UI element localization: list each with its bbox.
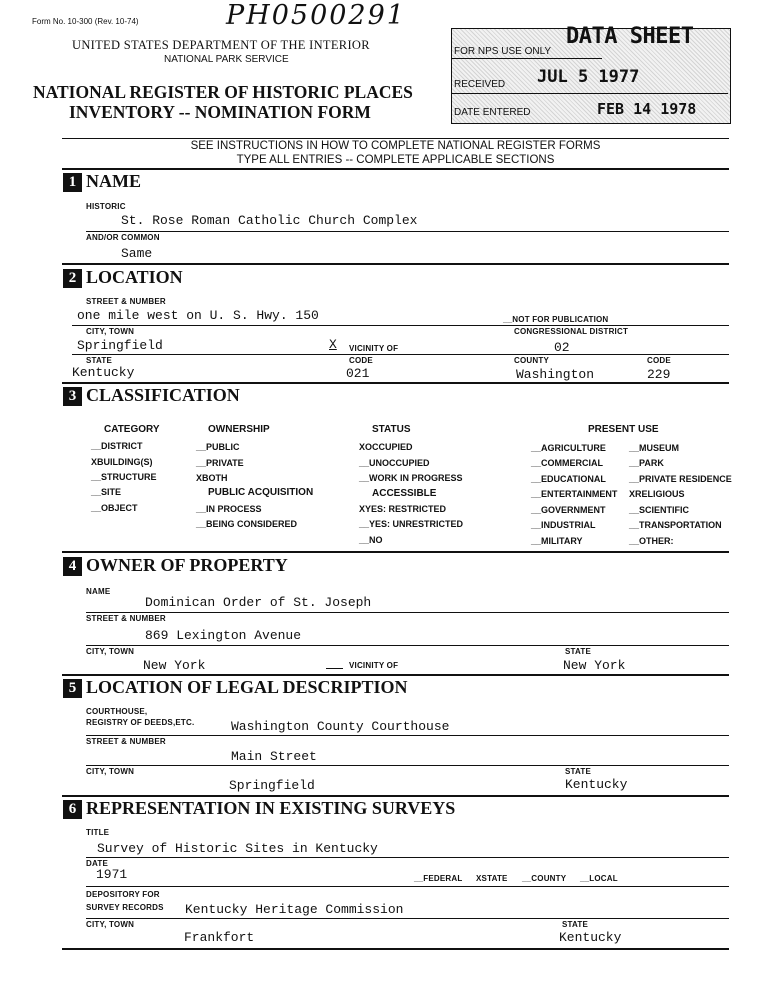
- accessible-restricted-option: XYES: RESTRICTED: [359, 504, 447, 514]
- field-line: [86, 857, 729, 858]
- section-number: 1: [63, 173, 82, 192]
- use-educational-option: __EDUCATIONAL: [531, 474, 606, 484]
- legal-state-label: STATE: [565, 767, 592, 776]
- section-title-location: LOCATION: [86, 267, 183, 287]
- form-number: Form No. 10-300 (Rev. 10-74): [32, 17, 139, 26]
- acquisition-being-considered-option: __BEING CONSIDERED: [196, 519, 298, 529]
- section-title-classification: CLASSIFICATION: [86, 385, 240, 405]
- code-label: CODE: [349, 356, 373, 365]
- courthouse-label: COURTHOUSE,: [86, 707, 148, 716]
- ownership-private-option: __PRIVATE: [196, 458, 244, 468]
- survey-city-value: Frankfort: [184, 930, 255, 945]
- registry-label: REGISTRY OF DEEDS,ETC.: [86, 718, 195, 727]
- instructions-line2: TYPE ALL ENTRIES -- COMPLETE APPLICABLE SECTIONS: [236, 154, 555, 166]
- legal-street-value: Main Street: [231, 749, 317, 764]
- use-religious-option: XRELIGIOUS: [629, 489, 685, 499]
- use-agriculture-option: __AGRICULTURE: [531, 443, 606, 453]
- nps-divider-1: [452, 58, 602, 59]
- district-value: 02: [554, 340, 570, 355]
- field-line: [86, 886, 729, 887]
- ownership-heading: OWNERSHIP: [208, 424, 270, 435]
- owner-street-label: STREET & NUMBER: [86, 614, 166, 623]
- instructions-line1: SEE INSTRUCTIONS IN HOW TO COMPLETE NATIONAL REGISTER FORMS: [190, 140, 601, 152]
- section-title-surveys: REPRESENTATION IN EXISTING SURVEYS: [86, 798, 456, 818]
- form-title-line2: INVENTORY -- NOMINATION FORM: [69, 102, 371, 122]
- section-title-owner: OWNER OF PROPERTY: [86, 555, 288, 575]
- department-name: UNITED STATES DEPARTMENT OF THE INTERIOR: [72, 38, 370, 52]
- section-number: 2: [63, 269, 82, 288]
- street-value: one mile west on U. S. Hwy. 150: [77, 308, 319, 323]
- survey-date-label: DATE: [86, 859, 108, 868]
- survey-city-label: CITY, TOWN: [86, 920, 135, 929]
- service-name: NATIONAL PARK SERVICE: [164, 54, 289, 65]
- field-line: [86, 645, 729, 646]
- section-number: 3: [63, 387, 82, 406]
- courthouse-value: Washington County Courthouse: [231, 719, 450, 734]
- rule: [62, 674, 729, 676]
- owner-name-value: Dominican Order of St. Joseph: [145, 595, 372, 610]
- code-value: 021: [346, 366, 370, 381]
- status-heading: STATUS: [372, 424, 411, 435]
- present-use-heading: PRESENT USE: [588, 424, 659, 435]
- ownership-public-option: __PUBLIC: [196, 442, 240, 452]
- data-sheet-stamp: DATA SHEET: [566, 24, 694, 49]
- owner-state-value: New York: [563, 658, 626, 673]
- use-museum-option: __MUSEUM: [629, 443, 680, 453]
- date-entered-stamp: FEB 14 1978: [597, 100, 697, 118]
- street-label: STREET & NUMBER: [86, 297, 166, 306]
- ownership-both-option: XBOTH: [196, 473, 228, 483]
- field-line: [72, 354, 729, 355]
- city-label: CITY, TOWN: [86, 327, 135, 336]
- not-for-publication-option: __NOT FOR PUBLICATION: [503, 315, 609, 324]
- nps-use-only-label: FOR NPS USE ONLY: [454, 46, 552, 57]
- status-work-in-progress-option: __WORK IN PROGRESS: [359, 473, 463, 483]
- survey-title-label: TITLE: [86, 828, 110, 837]
- category-district-option: __DISTRICT: [91, 441, 143, 451]
- section-number: 6: [63, 800, 82, 819]
- use-park-option: __PARK: [629, 458, 664, 468]
- field-line: [72, 325, 729, 326]
- field-line: [86, 765, 729, 766]
- accessible-heading: ACCESSIBLE: [372, 488, 437, 499]
- depository-label-1: DEPOSITORY FOR: [86, 890, 160, 899]
- owner-name-label: NAME: [86, 587, 111, 596]
- depository-value: Kentucky Heritage Commission: [185, 902, 404, 917]
- category-structure-option: __STRUCTURE: [91, 472, 157, 482]
- historic-label: HISTORIC: [86, 202, 126, 211]
- field-line: [86, 231, 729, 232]
- category-building-option: XBUILDING(S): [91, 457, 153, 467]
- survey-state-label: STATE: [562, 920, 589, 929]
- legal-street-label: STREET & NUMBER: [86, 737, 166, 746]
- rule: [62, 263, 729, 265]
- survey-state-value: Kentucky: [559, 930, 622, 945]
- vicinity-blank: [326, 668, 343, 669]
- received-label: RECEIVED: [454, 79, 506, 90]
- rule: [62, 551, 729, 553]
- state-label: STATE: [86, 356, 113, 365]
- category-site-option: __SITE: [91, 487, 122, 497]
- vicinity-checkmark: X: [329, 337, 337, 352]
- status-occupied-option: XOCCUPIED: [359, 442, 413, 452]
- survey-date-value: 1971: [96, 867, 128, 882]
- survey-county-option: __COUNTY: [522, 874, 567, 883]
- survey-federal-option: __FEDERAL: [414, 874, 463, 883]
- use-industrial-option: __INDUSTRIAL: [531, 520, 596, 530]
- county-value: Washington: [516, 367, 595, 382]
- city-value: Springfield: [77, 338, 163, 353]
- field-line: [86, 612, 729, 613]
- rule: [62, 382, 729, 384]
- section-title-name: NAME: [86, 171, 141, 191]
- owner-street-value: 869 Lexington Avenue: [145, 628, 302, 643]
- use-government-option: __GOVERNMENT: [531, 505, 606, 515]
- category-heading: CATEGORY: [104, 424, 160, 435]
- rule: [62, 795, 729, 797]
- survey-title-value: Survey of Historic Sites in Kentucky: [97, 841, 378, 856]
- status-unoccupied-option: __UNOCCUPIED: [359, 458, 430, 468]
- congressional-district-label: CONGRESSIONAL DISTRICT: [514, 327, 629, 336]
- common-name-value: Same: [121, 246, 153, 261]
- rule: [62, 168, 729, 170]
- legal-city-label: CITY, TOWN: [86, 767, 135, 776]
- owner-state-label: STATE: [565, 647, 592, 656]
- handwritten-reference: PH0500291: [226, 0, 406, 31]
- rule: [62, 948, 729, 950]
- use-other-option: __OTHER:: [629, 536, 674, 546]
- use-transportation-option: __TRANSPORTATION: [629, 520, 722, 530]
- legal-state-value: Kentucky: [565, 777, 628, 792]
- use-scientific-option: __SCIENTIFIC: [629, 505, 690, 515]
- acquisition-in-process-option: __IN PROCESS: [196, 504, 262, 514]
- county-code-value: 229: [647, 367, 671, 382]
- owner-vicinity-label: VICINITY OF: [349, 661, 399, 670]
- survey-local-option: __LOCAL: [580, 874, 618, 883]
- depository-label-2: SURVEY RECORDS: [86, 903, 164, 912]
- section-number: 4: [63, 557, 82, 576]
- form-title-line1: NATIONAL REGISTER OF HISTORIC PLACES: [33, 82, 413, 102]
- use-commercial-option: __COMMERCIAL: [531, 458, 604, 468]
- accessible-unrestricted-option: __YES: UNRESTRICTED: [359, 519, 464, 529]
- nps-divider-2: [452, 93, 728, 94]
- category-object-option: __OBJECT: [91, 503, 138, 513]
- state-value: Kentucky: [72, 365, 135, 380]
- county-code-label: CODE: [647, 356, 671, 365]
- use-military-option: __MILITARY: [531, 536, 583, 546]
- received-date-stamp: JUL 5 1977: [537, 67, 640, 87]
- rule: [62, 138, 729, 139]
- accessible-no-option: __NO: [359, 535, 383, 545]
- common-name-label: AND/OR COMMON: [86, 233, 160, 242]
- use-private-residence-option: __PRIVATE RESIDENCE: [629, 474, 732, 484]
- owner-city-value: New York: [143, 658, 206, 673]
- field-line: [86, 918, 729, 919]
- field-line: [86, 735, 729, 736]
- vicinity-label: VICINITY OF: [349, 344, 399, 353]
- date-entered-label: DATE ENTERED: [454, 107, 531, 118]
- section-title-legal-description: LOCATION OF LEGAL DESCRIPTION: [86, 677, 408, 697]
- section-number: 5: [63, 679, 82, 698]
- legal-city-value: Springfield: [229, 778, 315, 793]
- survey-state-option: XSTATE: [476, 874, 508, 883]
- historic-name-value: St. Rose Roman Catholic Church Complex: [121, 213, 418, 228]
- county-label: COUNTY: [514, 356, 549, 365]
- public-acquisition-heading: PUBLIC ACQUISITION: [208, 487, 314, 498]
- owner-city-label: CITY, TOWN: [86, 647, 135, 656]
- use-entertainment-option: __ENTERTAINMENT: [531, 489, 618, 499]
